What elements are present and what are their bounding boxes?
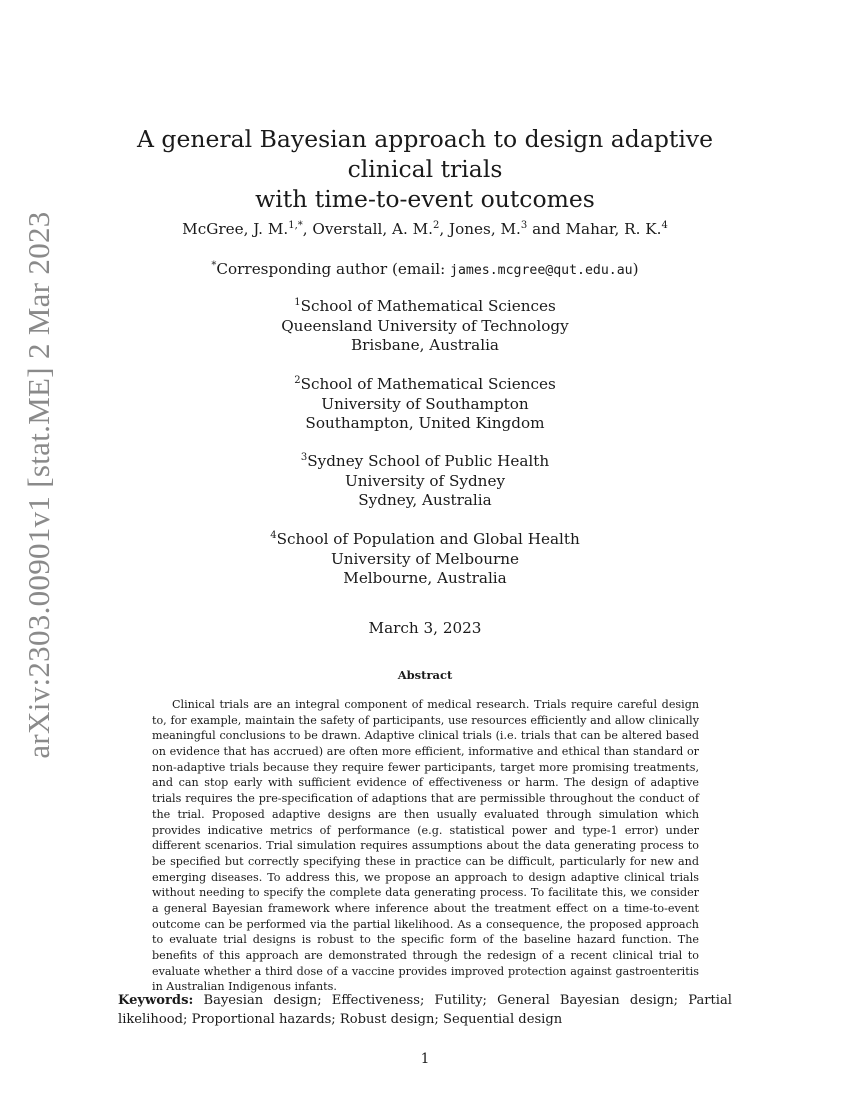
affiliation-institution: University of Southampton [321,394,529,413]
affiliation-institution: Queensland University of Technology [281,316,569,335]
abstract-heading: Abstract [397,668,453,682]
page-number: 1 [420,1051,430,1067]
corresponding-suffix: ) [632,260,639,278]
affiliation-institution: University of Sydney [344,471,506,490]
author-separator: and [527,220,566,238]
corresponding-email-link[interactable]: james.mcgree@qut.edu.au [450,263,633,278]
author-separator: , [302,220,313,238]
affiliation-block-4 [110,530,740,589]
affiliation-department: School of Mathematical Sciences [300,375,556,393]
author-1-affiliation-mark: 1,* [288,219,303,231]
corresponding-author-note [110,258,740,282]
arxiv-identifier-stamp [4,211,74,759]
title-line-1: A general Bayesian approach to design adaptive clinical trials [136,125,714,183]
publication-date: March 3, 2023 [368,619,482,637]
keywords-section [118,991,732,1029]
author-2-affiliation-mark: 2 [433,219,440,231]
author-1: McGree, J. M. [182,220,289,238]
author-list [110,218,740,240]
keywords-label: Keywords: [118,993,194,1008]
arxiv-stamp-text: arXiv:2303.00901v1 [stat.ME] 2 Mar 2023 [21,211,56,759]
author-4-affiliation-mark: 4 [661,219,668,231]
affiliation-location: Melbourne, Australia [343,569,507,587]
affiliation-block-3 [110,452,740,511]
title-line-2: with time-to-event outcomes [255,185,595,213]
affiliation-department: School of Population and Global Health [276,530,580,548]
author-3: Jones, M. [449,220,521,238]
affiliation-block-2 [110,375,740,434]
corresponding-star: * [211,259,217,271]
author-separator: , [439,220,450,238]
affiliation-block-1 [110,297,740,356]
corresponding-prefix: Corresponding author (email: [216,260,451,278]
affiliation-department: Sydney School of Public Health [307,452,550,470]
affiliation-location: Sydney, Australia [358,491,492,509]
affiliation-department: School of Mathematical Sciences [300,297,556,315]
affiliation-mark: 3 [300,451,308,463]
affiliation-institution: University of Melbourne [330,549,520,568]
affiliation-mark: 4 [270,529,277,541]
affiliation-location: Southampton, United Kingdom [305,414,545,432]
author-4: Mahar, R. K. [565,220,662,238]
keywords-list: Bayesian design; Effectiveness; Futility; General Bayesian design; Partial likelihood; Proportional hazards; Robust design; Sequential design [118,993,732,1027]
paper-title [110,124,740,214]
abstract-body: Clinical trials are an integral component of medical research. Trials require careful design to, for example, maintain the safety of participants, use resources efficiently and allow clinically meaningful conclusions to be drawn. Adaptive clinical trials (i.e. trials that can be altered based on evidence that has accrued) are often more efficient, informative and ethical than standard or non-adaptive trials because they require fewer participants, target more promising treatments, and can stop early with sufficient evidence of effectiveness or harm. The design of adaptive trials requires the pre-specification of adaptions that are permissible throughout the conduct of the trial. Proposed adaptive designs are then usually evaluated through simulation which provides indicative metrics of performance (e.g. statistical power and type-1 error) under different scenarios. Trial simulation requires assumptions about the data generating process to be specified but correctly specifying these in practice can be difficult, particularly for new and emerging diseases. To address this, we propose an approach to design adaptive clinical trials without needing to specify the complete data generating process. To facilitate this, we consider a general Bayesian framework where inference about the treatment effect on a time-to-event outcome can be performed via the partial likelihood. As a consequence, the proposed approach to evaluate trial designs is robust to the specific form of the baseline hazard function. The benefits of this approach are demonstrated through the redesign of a recent clinical trial to evaluate whether a third dose of a vaccine provides improved protection against gastroenteritis in Australian Indigenous infants. [152,698,699,994]
affiliation-mark: 2 [294,374,301,386]
author-2: Overstall, A. M. [312,220,434,238]
author-3-affiliation-mark: 3 [520,219,528,231]
affiliation-location: Brisbane, Australia [350,336,499,354]
affiliation-mark: 1 [294,296,301,308]
